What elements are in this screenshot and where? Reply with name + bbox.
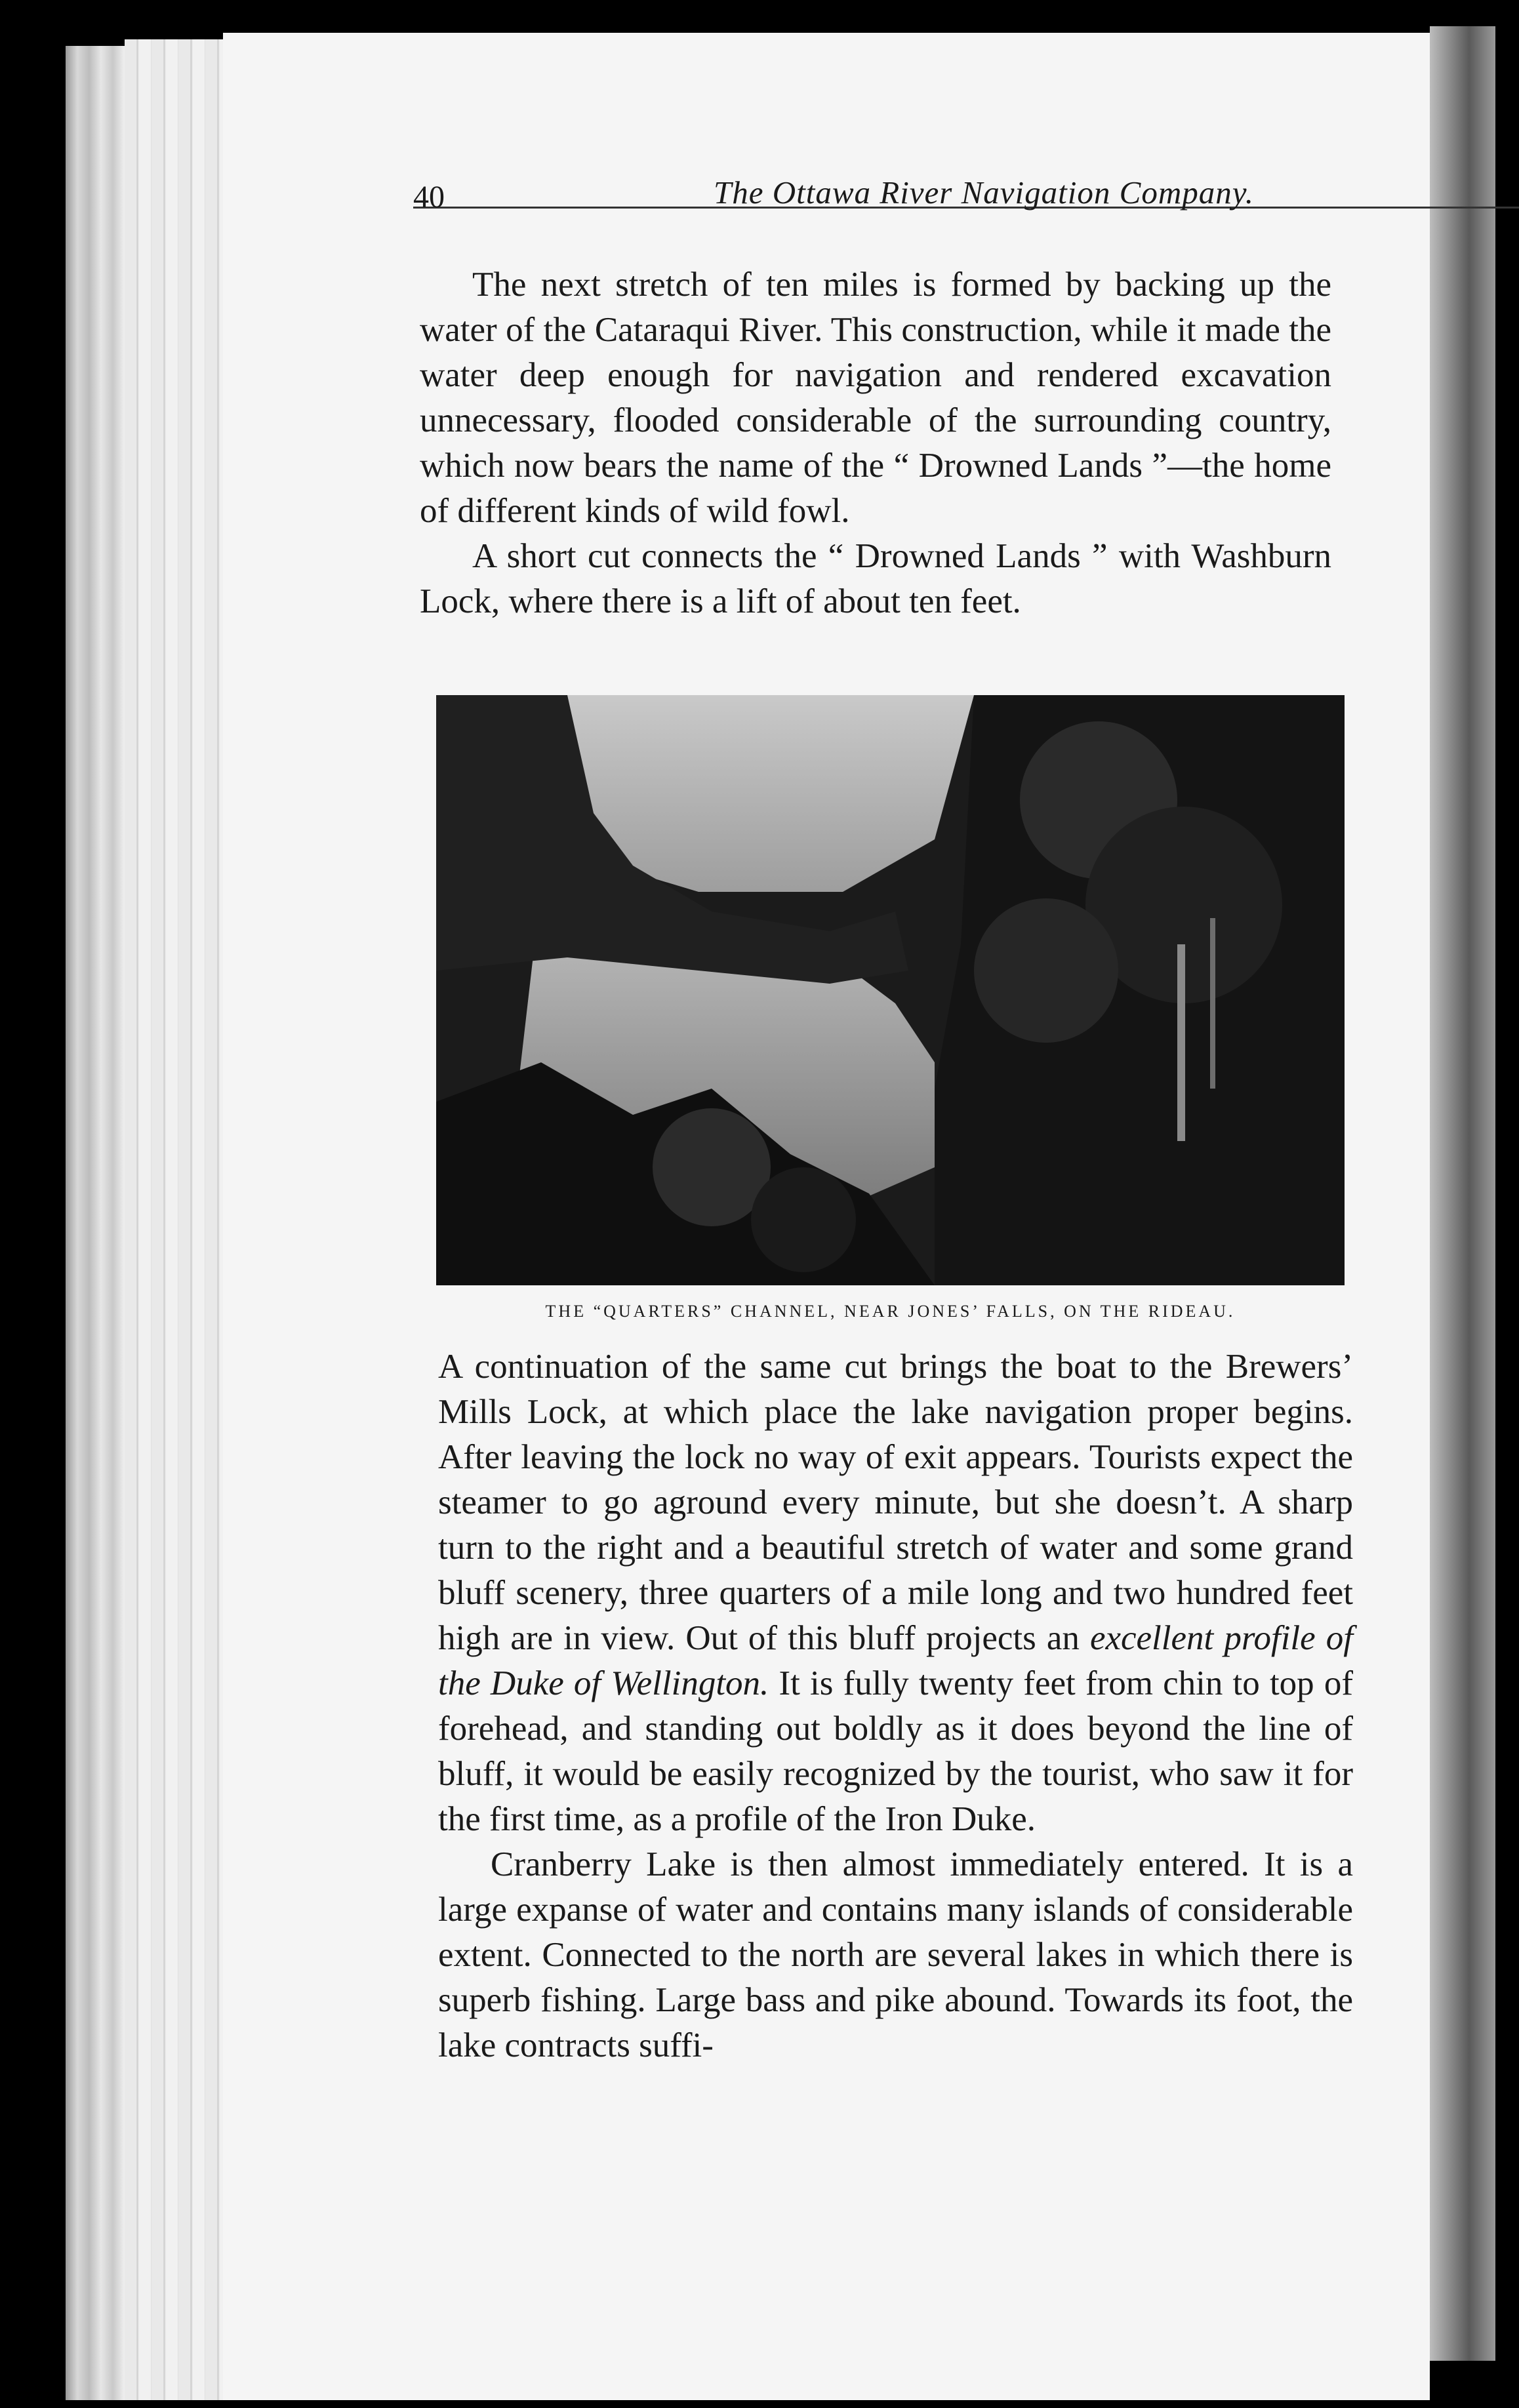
figure-caption: THE “QUARTERS” CHANNEL, NEAR JONES’ FALLS, ON THE RIDEAU.: [545, 1302, 1236, 1321]
body-text-top: [420, 262, 1331, 624]
figure-photo: [436, 695, 1345, 1285]
text-run: A continuation of the same cut brings the boat to the Brewers’ Mills Lock, at which place the lake navigation proper begins. After leaving the lock no way of exit appears. Tourists expect the steamer to go aground every minute, but she doesn’t. A sharp turn to the right and a beautiful stretch of water and some grand bluff scenery, three quarters of a mile long and two hundred feet high are in view. Out of this bluff projects an: [438, 1348, 1353, 1657]
river-landscape-photo: [436, 695, 1345, 1285]
paragraph: A short cut connects the “ Drowned Lands ” with Washburn Lock, where there is a lift of about ten feet.: [420, 537, 1331, 620]
paragraph: The next stretch of ten miles is formed by backing up the water of the Cataraqui River. This construction, while it made the water deep enough for navigation and rendered excavation unnecessary, flooded considerable of the surrounding country, which now bears the name of the “ Drowned Lands ”—the home of different kinds of wild fowl.: [420, 266, 1331, 530]
book-binding-left: [66, 46, 125, 2400]
body-text-bottom: [438, 1344, 1353, 2068]
book-binding-right: [1430, 26, 1495, 2361]
paragraph: Cranberry Lake is then almost immediately entered. It is a large expanse of water and contains many islands of considerable extent. Connected to the north are several lakes in which there is superb fishing. Large bass and pike abound. Towards its foot, the lake contracts suffi-: [438, 1845, 1353, 2064]
running-head: The Ottawa River Navigation Company.: [713, 174, 1255, 211]
text-run: It is fully twenty feet from chin to top of forehead, and standing out boldly as it does beyond the line of bluff, it would be easily recognized by the tourist, who saw it for the first time, as a profile of the Iron Duke.: [438, 1664, 1353, 1838]
paragraph: [438, 1344, 1353, 1842]
page-number: 40: [413, 180, 445, 214]
italic-text-run: excellent profile of the Duke of Wellington.: [438, 1619, 1353, 1702]
page-header: [413, 148, 1519, 214]
page-edges: [125, 39, 223, 2400]
